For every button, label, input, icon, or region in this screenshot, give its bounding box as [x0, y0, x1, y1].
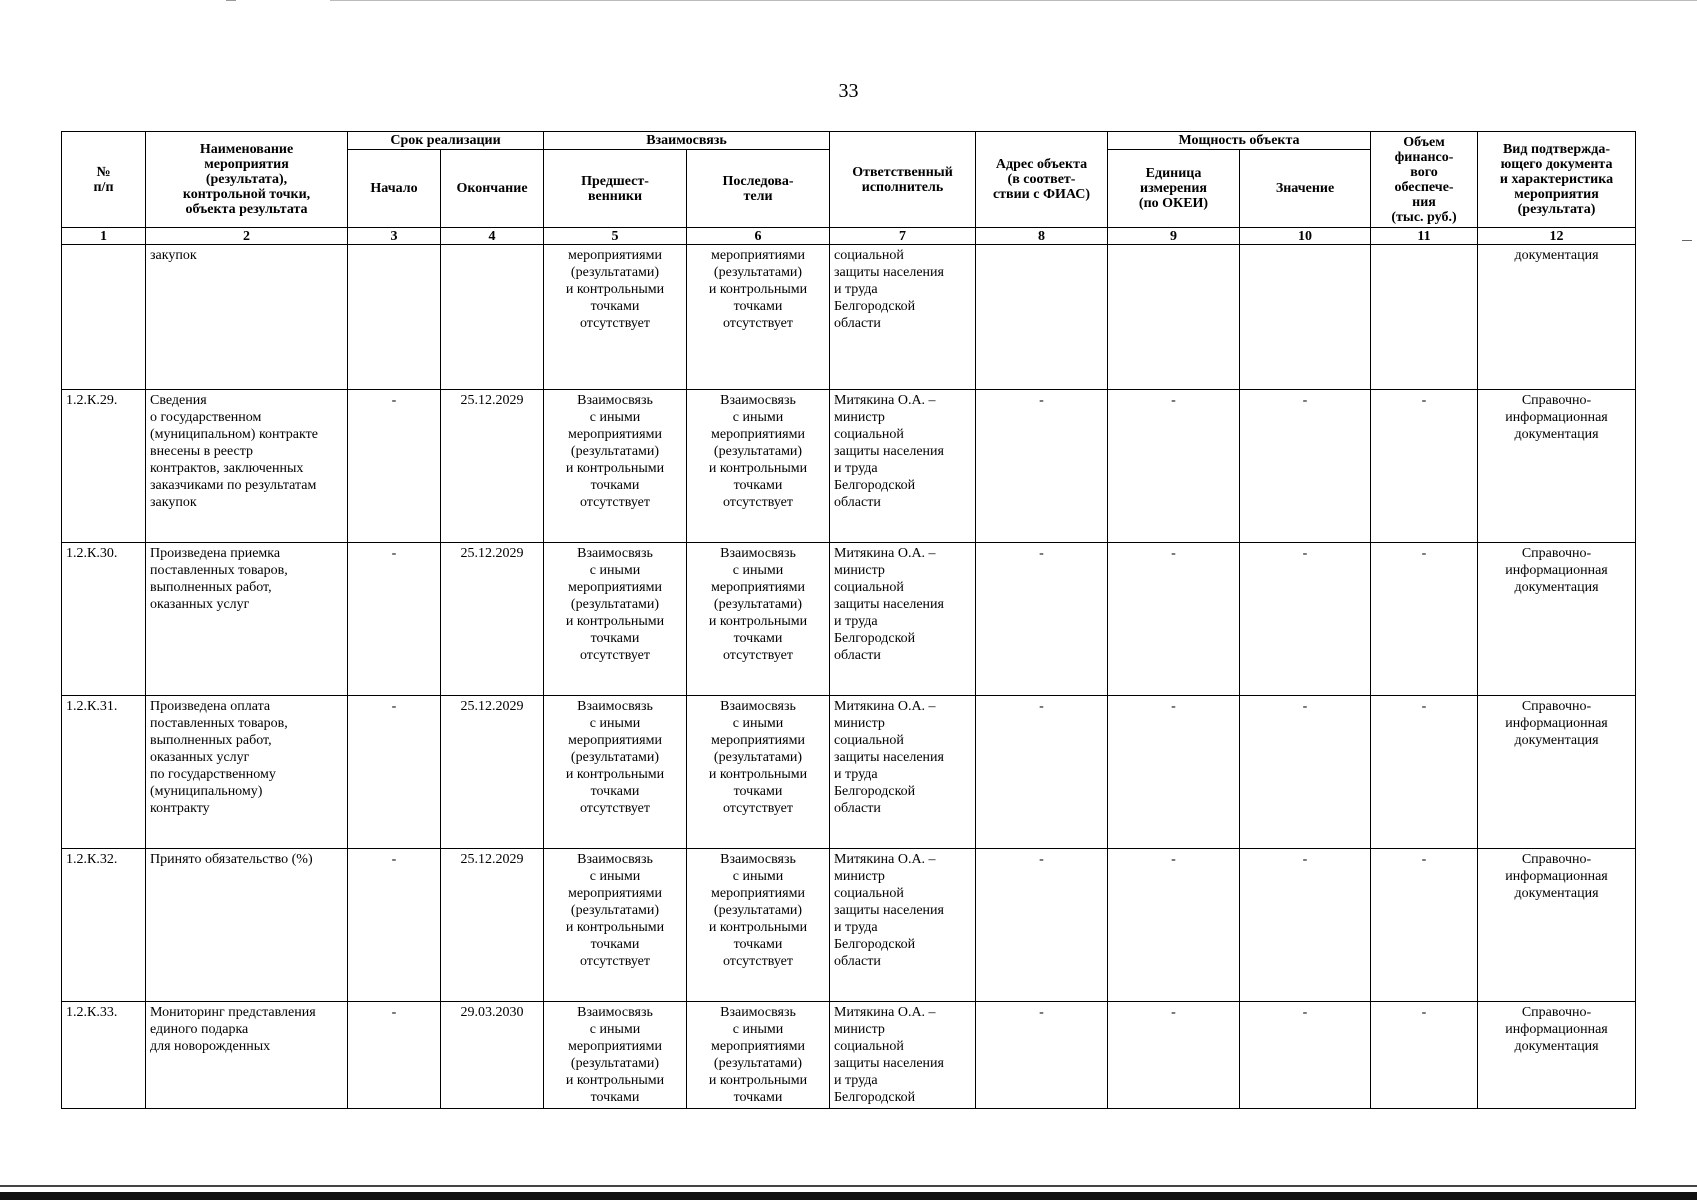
- table-row: [62, 849, 1636, 1002]
- column-number: 11: [1371, 228, 1478, 245]
- table-row: [62, 1002, 1636, 1109]
- column-number: 7: [830, 228, 976, 245]
- cell-num: 1.2.К.30.: [62, 543, 146, 696]
- page-number: 33: [838, 80, 859, 102]
- header-unit: Единица измерения (по ОКЕИ): [1108, 150, 1240, 228]
- cell-address: -: [976, 696, 1108, 849]
- cell-end: 25.12.2029: [441, 390, 544, 543]
- header-end: Окончание: [441, 150, 544, 228]
- column-number: 8: [976, 228, 1108, 245]
- header-doc-type: Вид подтвержда- ющего документа и характеристика мероприятия (результата): [1478, 132, 1636, 228]
- header-executor: Ответственный исполнитель: [830, 132, 976, 228]
- cell-unit: -: [1108, 390, 1240, 543]
- cell-address: -: [976, 849, 1108, 1002]
- column-number: 10: [1240, 228, 1371, 245]
- cell-start: -: [348, 1002, 441, 1109]
- cell-start: -: [348, 849, 441, 1002]
- cell-num: 1.2.К.31.: [62, 696, 146, 849]
- cell-value: -: [1240, 849, 1371, 1002]
- column-number-row: [62, 228, 1636, 245]
- cell-finance: -: [1371, 543, 1478, 696]
- cell-executor: Митякина О.А. – министр социальной защиты населения и труда Белгородской: [830, 1002, 976, 1109]
- header-address: Адрес объекта (в соответ- ствии с ФИАС): [976, 132, 1108, 228]
- cell-predecessors: Взаимосвязь с иными мероприятиями (результатами) и контрольными точками отсутствует: [544, 849, 687, 1002]
- cell-finance: -: [1371, 696, 1478, 849]
- header-capacity: Мощность объекта: [1108, 132, 1371, 150]
- cell-address: -: [976, 390, 1108, 543]
- header-successors: Последова- тели: [687, 150, 830, 228]
- table-row: [62, 390, 1636, 543]
- cell-unit: -: [1108, 1002, 1240, 1109]
- cell-predecessors: Взаимосвязь с иными мероприятиями (результатами) и контрольными точками отсутствует: [544, 696, 687, 849]
- cell-successors: Взаимосвязь с иными мероприятиями (результатами) и контрольными точками отсутствует: [687, 543, 830, 696]
- cell-value: -: [1240, 543, 1371, 696]
- header-row-1: [62, 132, 1636, 150]
- cell-name: Принято обязательство (%): [146, 849, 348, 1002]
- cell-end: [441, 245, 544, 390]
- header-name: Наименование мероприятия (результата), контрольной точки, объекта результата: [146, 132, 348, 228]
- cell-value: [1240, 245, 1371, 390]
- cell-end: 25.12.2029: [441, 696, 544, 849]
- column-number: 1: [62, 228, 146, 245]
- scan-artifact: [1682, 240, 1692, 241]
- cell-num: 1.2.К.29.: [62, 390, 146, 543]
- cell-name: Произведена приемка поставленных товаров, выполненных работ, оказанных услуг: [146, 543, 348, 696]
- cell-value: -: [1240, 390, 1371, 543]
- header-relation: Взаимосвязь: [544, 132, 830, 150]
- cell-finance: -: [1371, 849, 1478, 1002]
- table-row-continuation: [62, 245, 1636, 390]
- table-row: [62, 696, 1636, 849]
- cell-doc-type: Справочно- информационная документация: [1478, 1002, 1636, 1109]
- scan-artifact: [226, 0, 236, 1]
- cell-doc-type: Справочно- информационная документация: [1478, 543, 1636, 696]
- header-start: Начало: [348, 150, 441, 228]
- cell-start: -: [348, 696, 441, 849]
- cell-predecessors: Взаимосвязь с иными мероприятиями (результатами) и контрольными точками отсутствует: [544, 543, 687, 696]
- cell-num: 1.2.К.33.: [62, 1002, 146, 1109]
- cell-doc-type: Справочно- информационная документация: [1478, 390, 1636, 543]
- cell-num: 1.2.К.32.: [62, 849, 146, 1002]
- header-value: Значение: [1240, 150, 1371, 228]
- cell-finance: [1371, 245, 1478, 390]
- cell-successors: Взаимосвязь с иными мероприятиями (результатами) и контрольными точками отсутствует: [687, 849, 830, 1002]
- cell-executor: Митякина О.А. – министр социальной защиты населения и труда Белгородской области: [830, 390, 976, 543]
- header-num: № п/п: [62, 132, 146, 228]
- cell-doc-type: Справочно- информационная документация: [1478, 696, 1636, 849]
- header-predecessors: Предшест- венники: [544, 150, 687, 228]
- cell-doc-type: Справочно- информационная документация: [1478, 849, 1636, 1002]
- cell-executor: Митякина О.А. – министр социальной защиты населения и труда Белгородской области: [830, 849, 976, 1002]
- cell-end: 25.12.2029: [441, 849, 544, 1002]
- cell-executor: социальной защиты населения и труда Белгородской области: [830, 245, 976, 390]
- cell-successors: Взаимосвязь с иными мероприятиями (результатами) и контрольными точками: [687, 1002, 830, 1109]
- column-number: 9: [1108, 228, 1240, 245]
- cell-value: -: [1240, 1002, 1371, 1109]
- cell-predecessors: Взаимосвязь с иными мероприятиями (результатами) и контрольными точками отсутствует: [544, 390, 687, 543]
- cell-executor: Митякина О.А. – министр социальной защиты населения и труда Белгородской области: [830, 543, 976, 696]
- cell-unit: [1108, 245, 1240, 390]
- cell-start: [348, 245, 441, 390]
- cell-predecessors: Взаимосвязь с иными мероприятиями (результатами) и контрольными точками: [544, 1002, 687, 1109]
- cell-successors: мероприятиями (результатами) и контрольными точками отсутствует: [687, 245, 830, 390]
- cell-name: Мониторинг представления единого подарка для новорожденных: [146, 1002, 348, 1109]
- scan-artifact: [0, 1192, 1697, 1200]
- table-row: [62, 543, 1636, 696]
- cell-address: -: [976, 1002, 1108, 1109]
- cell-unit: -: [1108, 543, 1240, 696]
- cell-doc-type: документация: [1478, 245, 1636, 390]
- cell-num: [62, 245, 146, 390]
- cell-predecessors: мероприятиями (результатами) и контрольными точками отсутствует: [544, 245, 687, 390]
- scan-artifact: [330, 0, 1697, 1]
- events-table: [61, 131, 1636, 1109]
- header-period: Срок реализации: [348, 132, 544, 150]
- cell-start: -: [348, 390, 441, 543]
- column-number: 5: [544, 228, 687, 245]
- cell-successors: Взаимосвязь с иными мероприятиями (результатами) и контрольными точками отсутствует: [687, 390, 830, 543]
- column-number: 4: [441, 228, 544, 245]
- cell-name: закупок: [146, 245, 348, 390]
- cell-end: 29.03.2030: [441, 1002, 544, 1109]
- column-number: 12: [1478, 228, 1636, 245]
- cell-address: -: [976, 543, 1108, 696]
- cell-unit: -: [1108, 696, 1240, 849]
- cell-finance: -: [1371, 1002, 1478, 1109]
- column-number: 2: [146, 228, 348, 245]
- column-number: 6: [687, 228, 830, 245]
- cell-executor: Митякина О.А. – министр социальной защиты населения и труда Белгородской области: [830, 696, 976, 849]
- cell-start: -: [348, 543, 441, 696]
- scan-artifact: [0, 1185, 1697, 1187]
- cell-successors: Взаимосвязь с иными мероприятиями (результатами) и контрольными точками отсутствует: [687, 696, 830, 849]
- cell-name: Сведения о государственном (муниципальном) контракте внесены в реестр контрактов, заключенных заказчиками по результатам закупок: [146, 390, 348, 543]
- cell-unit: -: [1108, 849, 1240, 1002]
- column-number: 3: [348, 228, 441, 245]
- cell-finance: -: [1371, 390, 1478, 543]
- cell-end: 25.12.2029: [441, 543, 544, 696]
- header-finance: Объем финансо- вого обеспече- ния (тыс. руб.): [1371, 132, 1478, 228]
- cell-name: Произведена оплата поставленных товаров, выполненных работ, оказанных услуг по государственному (муниципальному) контракту: [146, 696, 348, 849]
- cell-value: -: [1240, 696, 1371, 849]
- cell-address: [976, 245, 1108, 390]
